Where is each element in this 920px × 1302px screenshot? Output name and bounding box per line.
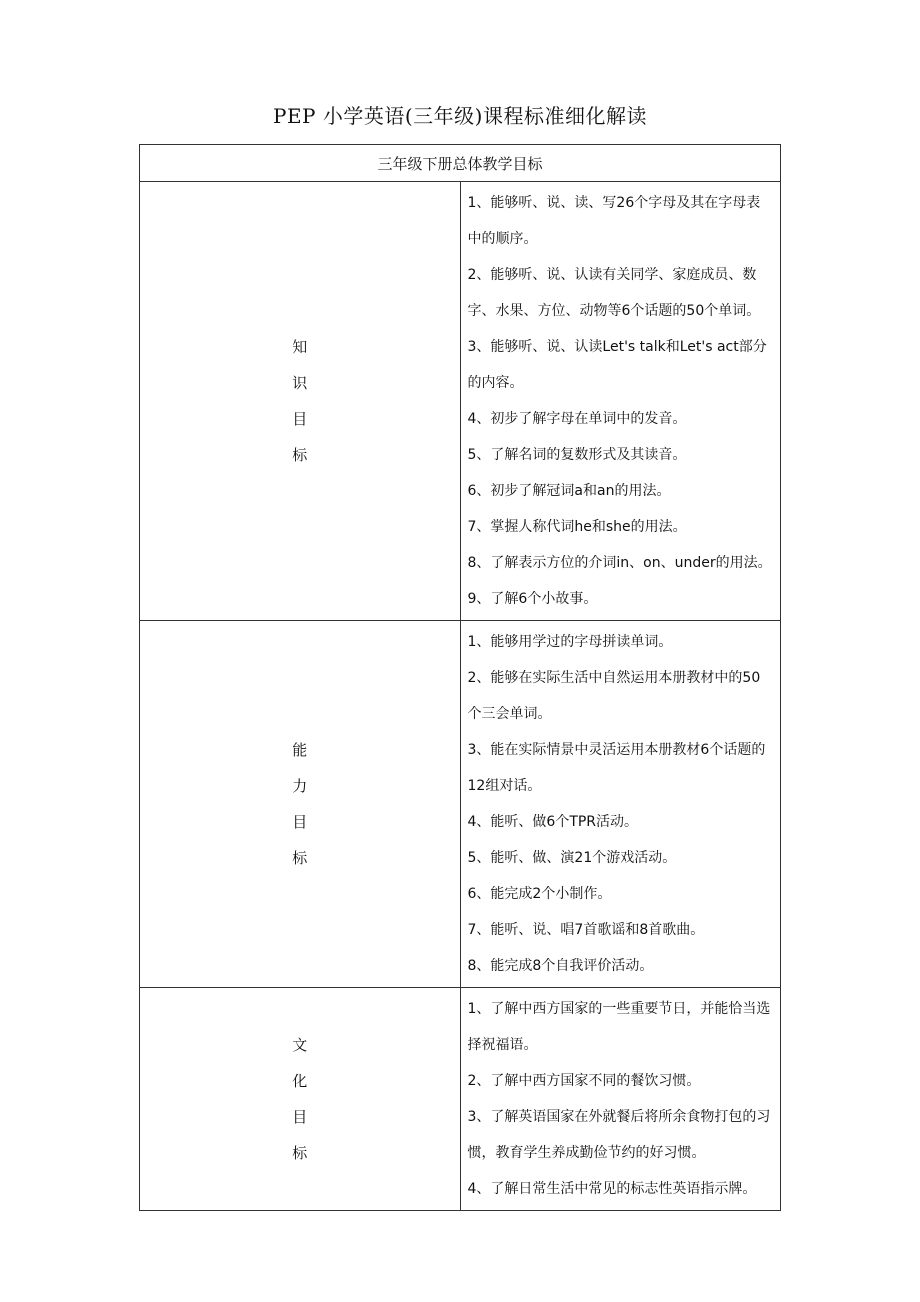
list-item: 3、能够听、说、认读Let's talk和Let's act部分的内容。 <box>467 339 767 391</box>
list-item: 7、掌握人称代词he和she的用法。 <box>467 519 687 535</box>
list-item: 1、了解中西方国家的一些重要节日，并能恰当选择祝福语。 <box>467 1001 771 1053</box>
list-item: 6、初步了解冠词a和an的用法。 <box>467 483 671 499</box>
list-item: 5、能听、做、演21个游戏活动。 <box>467 850 677 866</box>
category-cell-culture <box>140 988 461 1211</box>
culture-goals-row <box>140 988 781 1211</box>
list-item: 4、能听、做6个TPR活动。 <box>467 814 639 830</box>
table-header: 三年级下册总体教学目标 <box>140 145 781 182</box>
list-item: 8、能完成8个自我评价活动。 <box>467 958 654 974</box>
list-item: 4、初步了解字母在单词中的发音。 <box>467 411 687 427</box>
knowledge-goals-list <box>460 182 781 621</box>
list-item: 6、能完成2个小制作。 <box>467 886 612 902</box>
list-item: 2、了解中西方国家不同的餐饮习惯。 <box>467 1073 701 1089</box>
list-item: 3、了解英语国家在外就餐后将所余食物打包的习惯，教育学生养成勤俭节约的好习惯。 <box>467 1109 771 1161</box>
ability-goals-row <box>140 621 781 988</box>
document-title: PEP 小学英语(三年级)课程标准细化解读 <box>273 104 647 128</box>
list-item: 8、了解表示方位的介词in、on、under的用法。 <box>467 555 772 571</box>
list-item: 4、了解日常生活中常见的标志性英语指示牌。 <box>467 1181 757 1197</box>
list-item: 9、了解6个小故事。 <box>467 591 598 607</box>
knowledge-goals-row <box>140 182 781 621</box>
list-item: 2、能够在实际生活中自然运用本册教材中的50个三会单词。 <box>467 670 761 722</box>
category-cell-ability <box>140 621 461 988</box>
list-item: 5、了解名词的复数形式及其读音。 <box>467 447 687 463</box>
list-item: 7、能听、说、唱7首歌谣和8首歌曲。 <box>467 922 705 938</box>
list-item: 2、能够听、说、认读有关同学、家庭成员、数字、水果、方位、动物等6个话题的50个单词。 <box>467 267 761 319</box>
category-cell-knowledge <box>140 182 461 621</box>
category-label-knowledge: 知识目标 <box>292 338 308 464</box>
table-header-row <box>140 145 781 182</box>
category-label-culture: 文化目标 <box>292 1036 308 1162</box>
list-item: 3、能在实际情景中灵活运用本册教材6个话题的12组对话。 <box>467 742 766 794</box>
list-item: 1、能够用学过的字母拼读单词。 <box>467 634 673 650</box>
category-label-ability: 能力目标 <box>292 741 308 867</box>
culture-goals-list <box>460 988 781 1211</box>
teaching-goals-table <box>139 144 781 1211</box>
ability-goals-list <box>460 621 781 988</box>
list-item: 1、能够听、说、读、写26个字母及其在字母表中的顺序。 <box>467 195 761 247</box>
